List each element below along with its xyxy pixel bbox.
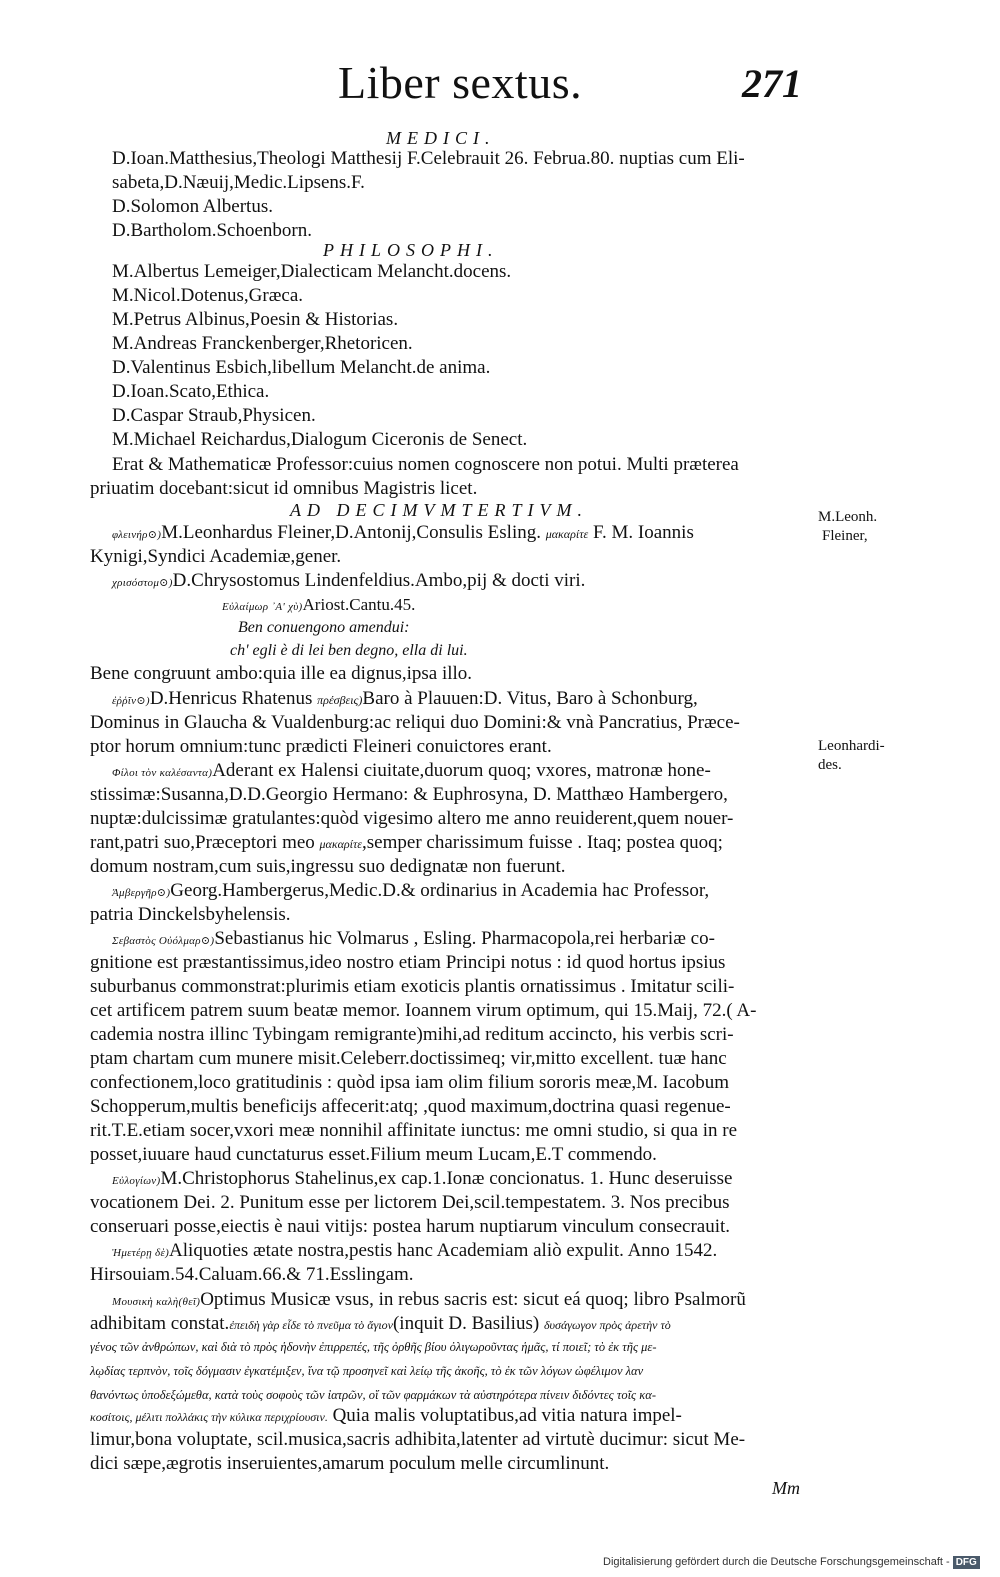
lemma: Ἡμετέρῃ δὲ) [112, 1247, 170, 1259]
text-segment: M.Christophorus Stahelinus,ex cap.1.Ionæ concionatus. 1. Hunc deseruisse [160, 1168, 733, 1189]
text-line: Dominus in Glaucha & Vualdenburg:ac reliqui duo Domini:& vnà Pancratius, Præce- [90, 712, 740, 733]
text-line [90, 1404, 682, 1429]
greek-line: θανόντως ὑποδεξώμεθα, κατὰ τοὺς σοφοὺς τῶν ἰατρῶν, οἵ τῶν φαρμάκων τὰ αὐστηρότερα πίνειν διδόντες τοῖς κα- [90, 1388, 656, 1402]
text-line: D.Valentinus Esbich,libellum Melancht.de anima. [112, 357, 491, 378]
lemma: Σεβαστὸς Οὐόλμαρ⊙) [112, 935, 215, 947]
text-line: domum nostram,cum suis,ingressu suo dedignatæ non fuerunt. [90, 856, 566, 877]
text-line: Hirsouiam.54.Caluam.66.& 71.Esslingam. [90, 1264, 414, 1285]
margin-note: Fleiner, [822, 528, 868, 544]
text-segment: Aliquoties ætate nostra,pestis hanc Academiam aliò expulit. Anno 1542. [169, 1240, 718, 1261]
text-segment: ,semper charissimum fuisse . Itaq; postea quoq; [362, 832, 723, 853]
text-line: vocationem Dei. 2. Punitum esse per lictorem Dei,scil.tempestatem. 3. Nos precibus [90, 1192, 730, 1213]
lemma: Φίλοι τὸν καλέσαντα) [112, 767, 213, 779]
text-line: D.Bartholom.Schoenborn. [112, 220, 313, 241]
greek-text: δυσάγωγον πρὸς ἀρετὴν τὸ [543, 1318, 671, 1332]
text-line: stissimæ:Susanna,D.D.Georgio Hermano: & Euphrosyna, D. Matthæo Hambergero, [90, 784, 728, 805]
text-segment: F. M. Ioannis [592, 522, 694, 543]
text-segment: Ariost.Cantu.45. [302, 595, 416, 614]
text-line: Erat & Mathematicæ Professor:cuius nomen cognoscere non potui. Multi præterea [112, 454, 739, 475]
running-title: Liber sextus. [338, 57, 583, 108]
text-line: M.Petrus Albinus,Poesin & Historias. [112, 309, 399, 330]
text-line: M.Albertus Lemeiger,Dialecticam Melancht.docens. [112, 261, 512, 282]
text-segment: D.Chrysostomus Lindenfeldius.Ambo,pij & docti viri. [172, 570, 586, 591]
footer-text: Digitalisierung gefördert durch die Deutsche Forschungsgemeinschaft - [603, 1556, 950, 1568]
text-line: sabeta,D.Næuij,Medic.Lipsens.F. [112, 172, 365, 193]
text-line: Bene congruunt ambo:quia ille ea dignus,ipsa illo. [90, 663, 473, 684]
text-segment: Baro à Plauuen:D. Vitus, Baro à Schonburg, [362, 688, 698, 709]
text-segment: Aderant ex Halensi ciuitate,duorum quoq; vxores, matronæ hone- [212, 760, 711, 781]
text-line: D.Ioan.Matthesius,Theologi Matthesij F.Celebrauit 26. Februa.80. nuptias cum Eli- [112, 148, 745, 169]
text-line: Kynigi,Syndici Academiæ,gener. [90, 546, 342, 567]
greek-line: γένος τῶν ἀνθρώπων, καὶ διὰ τὸ πρὸς ἡδονὴν ἐπιρρεπές, τῆς ὀρθῆς βίου ὀλιγωροῦντας ἡμᾶς, τί ποιεῖ; τὸ ἐκ τῆς με- [90, 1340, 657, 1354]
text-line [90, 1312, 671, 1337]
entry-stahelinus [112, 1167, 732, 1193]
entry-musica [112, 1288, 746, 1314]
text-segment: D.Henricus Rhatenus [149, 688, 313, 709]
text-line [90, 831, 723, 856]
text-segment: Sebastianus hic Volmarus , Esling. Pharmacopola,rei herbariæ co- [214, 928, 715, 949]
italian-verse: ch' egli è di lei ben degno, ella di lui. [230, 642, 468, 659]
entry-chrysostomus [112, 569, 585, 595]
greek-line: λῳδίας τερπνὸν, τοῖς δόγμασιν ἐγκατέμιξεν, ἵνα τῷ προσηνεῖ καὶ λείῳ τῆς ἀκοῆς, τὸ ἐκ τῶν λόγων ὠφέλιμον λαν [90, 1364, 644, 1378]
lemma: Μουσικὴ καλὴ(θεῖ) [112, 1296, 201, 1308]
dfg-logo: DFG [953, 1556, 980, 1569]
greek-word: μακαρίτε [545, 527, 589, 541]
text-segment: adhibitam constat. [90, 1313, 230, 1334]
lemma: φλεινήρ⊙) [112, 529, 162, 541]
entry-pestis [112, 1239, 717, 1265]
text-segment: (inquit D. Basilius) [392, 1313, 540, 1334]
text-line: cademia nostra illinc Tybingam remigrante)mihi,ad reditum accincto, his verbis scri- [90, 1024, 734, 1045]
text-line: conseruari posse,eiectis è naui vitijs: postea harum nuptiarum vinculum consecrauit. [90, 1216, 731, 1237]
text-line: confectionem,loco gratitudinis : quòd ipsa iam olim filium sororis meæ,M. Iacobum [90, 1072, 730, 1093]
text-segment: M.Leonhardus Fleiner,D.Antonij,Consulis Esling. [161, 522, 541, 543]
text-line: cet artificem patrem suum beatæ memor. Ioannem virum optimum, qui 15.Maij, 72.( A- [90, 1000, 757, 1021]
text-line: ptam chartam cum munere misit.Celeberr.doctissimeq; vir,mitto excellent. tuæ hanc [90, 1048, 727, 1069]
entry-aderant [112, 759, 711, 785]
entry-rhatenus [112, 687, 698, 713]
greek-text: ἐπειδὴ γὰρ εἶδε τὸ πνεῦμα τὸ ἅγιον [229, 1318, 393, 1332]
text-line: priuatim docebant:sicut id omnibus Magistris licet. [90, 478, 478, 499]
entry-hamberger [112, 879, 709, 905]
text-line: D.Solomon Albertus. [112, 196, 273, 217]
text-segment: Optimus Musicæ vsus, in rebus sacris est: sicut eá quoq; libro Psalmorũ [200, 1289, 746, 1310]
greek-text: κοσίτοις, μέλιτι πολλάκις τὴν κύλικα περιχρίουσιν. [90, 1410, 328, 1424]
text-line: posset,iuuare haud cunctaturus esset.Filium meum Lucam,E.T commendo. [90, 1144, 657, 1165]
text-line: M.Michael Reichardus,Dialogum Ciceronis de Senect. [112, 429, 528, 450]
entry-volmar [112, 927, 715, 953]
margin-note: Leonhardi- [818, 738, 885, 754]
entry-fleiner [112, 521, 694, 547]
text-segment: Georg.Hambergerus,Medic.D.& ordinarius in Academia hac Professor, [170, 880, 710, 901]
margin-note: M.Leonh. [818, 509, 878, 525]
text-segment: rant,patri suo,Præceptori meo [90, 832, 315, 853]
italian-verse: Ben conuengono amendui: [238, 619, 410, 636]
text-line: limur,bona voluptate, scil.musica,sacris adhibita,latenter ad virtutè ducimur: sicut Me- [90, 1429, 746, 1450]
text-segment: Quia malis voluptatibus,ad vitia natura impel- [332, 1405, 682, 1426]
greek-word: πρέσβεις) [317, 693, 363, 707]
text-line: nuptæ:dulcissimæ gratulantes:quòd vigesimo altero me anno reuiderent,quem nouer- [90, 808, 734, 829]
heading-medici: MEDICI. [386, 128, 496, 148]
greek-word: μακαρίτε [319, 837, 363, 851]
lemma: Ἀμβεργῆρ⊙) [112, 887, 171, 899]
lemma: Εὐλογίων) [112, 1175, 161, 1187]
text-line: M.Andreas Franckenberger,Rhetoricen. [112, 333, 413, 354]
text-line: D.Caspar Straub,Physicen. [112, 405, 316, 426]
margin-note: des. [818, 757, 842, 773]
heading-ad-decimum: AD DECIMVMTERTIVM. [290, 500, 588, 520]
digitization-footer [603, 1556, 980, 1569]
lemma: ἐῤῥῖν⊙) [112, 695, 150, 707]
text-line: M.Nicol.Dotenus,Græca. [112, 285, 304, 306]
lemma: Εὐλαίμωρ ᾽A' χὺ) [222, 601, 303, 613]
lemma: χρισόστομ⊙) [112, 577, 173, 589]
text-line: Schopperum,multis beneficijs affecerit:atq; ,quod maximum,doctrina quasi regenue- [90, 1096, 731, 1117]
signature-mark: Mm [772, 1478, 800, 1498]
page-number: 271 [742, 61, 802, 106]
text-line: ptor horum omnium:tunc prædicti Fleineri conuictores erant. [90, 736, 552, 757]
heading-philosophi: PHILOSOPHI. [323, 240, 499, 260]
text-line: dici sæpe,ægrotis inseruientes,amarum poculum melle circumlinunt. [90, 1453, 610, 1474]
text-line: suburbanus commonstrat:plurimis etiam exoticis plantis ornatissimus . Imitatur scili- [90, 976, 735, 997]
text-line: rit.T.E.etiam socer,vxori meæ nonnihil affinitate iunctus: me omni studio, si qua in re [90, 1120, 738, 1141]
text-line: gnitione est præstantissimus,ideo nostro etiam Principi notus : id quod hortus ipsius [90, 952, 726, 973]
text-line: D.Ioan.Scato,Ethica. [112, 381, 270, 402]
text-line: patria Dinckelsbyhelensis. [90, 904, 291, 925]
